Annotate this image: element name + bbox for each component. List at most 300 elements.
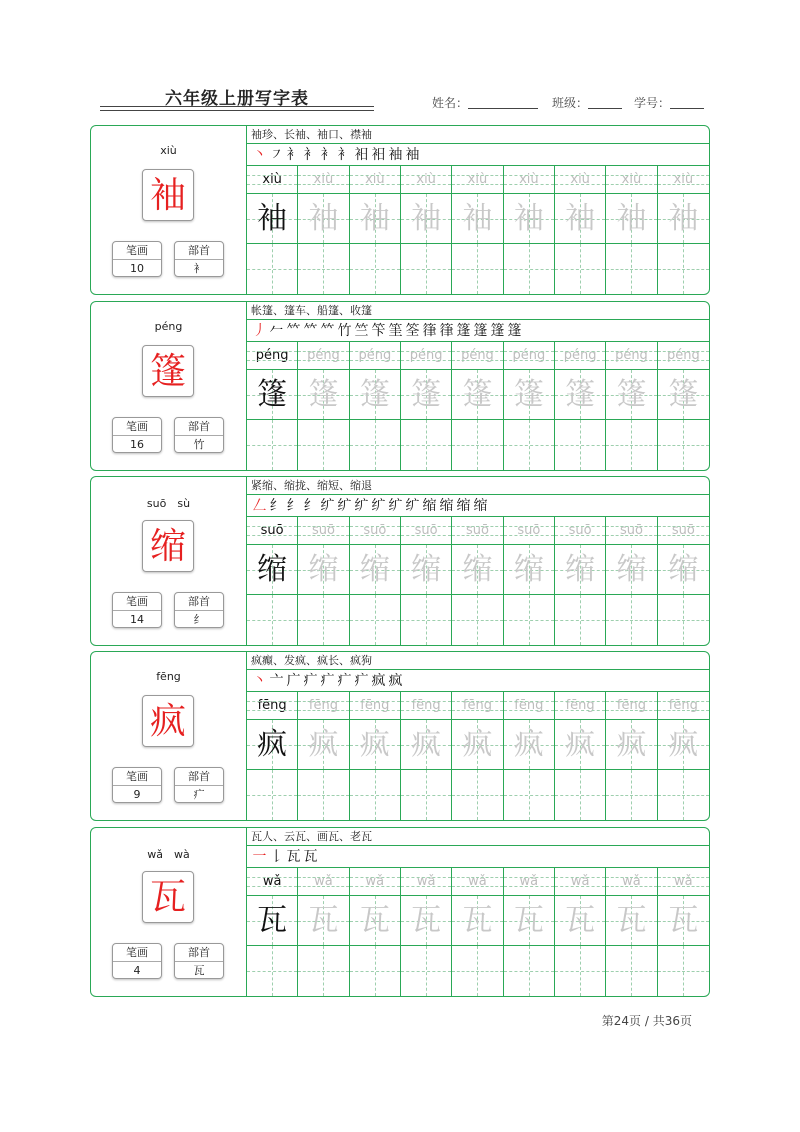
class-label: 班级： <box>552 96 589 110</box>
trace-char-cell[interactable] <box>350 370 400 420</box>
example-words: 疯癫、发疯、疯长、疯狗 <box>247 652 709 670</box>
example-words: 紧缩、缩拢、缩短、缩退 <box>247 477 709 495</box>
pinyin-text: fēng <box>308 698 338 713</box>
pinyin-cell <box>555 868 605 896</box>
practice-cell[interactable] <box>350 692 401 820</box>
blank-write-cell[interactable] <box>350 770 400 820</box>
trace-char: 瓦 <box>411 903 442 938</box>
practice-cell[interactable] <box>247 166 298 294</box>
writing-panel <box>247 477 709 645</box>
stroke-step: 衤 <box>337 147 352 163</box>
practice-cell[interactable] <box>401 868 452 996</box>
trace-char-cell[interactable] <box>658 194 709 244</box>
radical-label: 部首 <box>175 768 223 786</box>
trace-char-cell[interactable] <box>606 194 656 244</box>
writing-panel <box>247 302 709 470</box>
page-header <box>0 0 800 118</box>
practice-cell[interactable] <box>452 517 503 645</box>
practice-cell[interactable] <box>504 342 555 470</box>
trace-char-cell[interactable] <box>452 896 502 946</box>
trace-char: 缩 <box>565 552 596 587</box>
blank-write-cell[interactable] <box>606 770 656 820</box>
student-id-blank[interactable] <box>670 97 704 109</box>
blank-write-cell[interactable] <box>452 770 502 820</box>
trace-char-cell[interactable] <box>555 896 605 946</box>
trace-char-cell[interactable] <box>658 896 709 946</box>
trace-char: 疯 <box>462 727 493 762</box>
pinyin-cell <box>350 868 400 896</box>
blank-write-cell[interactable] <box>606 420 656 470</box>
stroke-step: 缩 <box>456 498 471 514</box>
pinyin-text: wǎ <box>314 874 333 889</box>
trace-char: 篷 <box>308 377 339 412</box>
pinyin-text: suō <box>363 523 387 538</box>
practice-cell[interactable] <box>658 342 709 470</box>
pinyin-cell <box>504 517 554 545</box>
trace-char-cell[interactable] <box>350 720 400 770</box>
blank-write-cell[interactable] <box>298 946 348 996</box>
practice-cell[interactable] <box>555 342 606 470</box>
trace-char-cell[interactable] <box>247 370 297 420</box>
practice-cell[interactable] <box>350 517 401 645</box>
stroke-step: 一 <box>252 849 267 865</box>
pinyin-cell <box>350 342 400 370</box>
trace-char-cell[interactable] <box>401 194 451 244</box>
blank-write-cell[interactable] <box>401 770 451 820</box>
name-label: 姓名： <box>432 96 469 110</box>
pinyin-text: xiù <box>365 172 385 187</box>
practice-cell[interactable] <box>555 166 606 294</box>
trace-char: 缩 <box>462 552 493 587</box>
writing-grid <box>247 517 709 646</box>
trace-char-cell[interactable] <box>247 720 297 770</box>
practice-cell[interactable] <box>504 517 555 645</box>
blank-write-cell[interactable] <box>452 946 502 996</box>
blank-write-cell[interactable] <box>401 244 451 294</box>
trace-char: 袖 <box>462 201 493 236</box>
stroke-step: 𥫗 <box>286 323 301 339</box>
pinyin-text: xiù <box>519 172 539 187</box>
practice-cell[interactable] <box>350 868 401 996</box>
stroke-count-label: 笔画 <box>113 593 161 611</box>
example-words: 瓦人、云瓦、画瓦、老瓦 <box>247 828 709 846</box>
trace-char-cell[interactable] <box>555 720 605 770</box>
stroke-count-label: 笔画 <box>113 418 161 436</box>
trace-char: 瓦 <box>668 903 699 938</box>
blank-write-cell[interactable] <box>247 946 297 996</box>
practice-cell[interactable] <box>298 868 349 996</box>
radical-box <box>174 592 224 628</box>
char-pinyin: xiù <box>160 144 177 157</box>
stroke-count-box <box>112 417 162 453</box>
stroke-step: 缩 <box>473 498 488 514</box>
page-number: 第24页 / 共36页 <box>601 1014 692 1028</box>
trace-char: 袖 <box>411 201 442 236</box>
trace-char-cell[interactable] <box>401 896 451 946</box>
pinyin-text: fēng <box>462 698 492 713</box>
trace-char-cell[interactable] <box>350 194 400 244</box>
stroke-count-label: 笔画 <box>113 242 161 260</box>
trace-char: 疯 <box>565 727 596 762</box>
blank-write-cell[interactable] <box>504 946 554 996</box>
radical-value: 纟 <box>193 613 205 626</box>
practice-cell[interactable] <box>247 692 298 820</box>
practice-cell[interactable] <box>298 342 349 470</box>
stroke-count-value: 16 <box>130 438 144 451</box>
pinyin-text: wǎ <box>519 874 539 889</box>
stroke-step: 纟 <box>303 498 318 514</box>
trace-char: 篷 <box>359 377 390 412</box>
blank-write-cell[interactable] <box>504 244 554 294</box>
stroke-step: 笇 <box>371 323 386 339</box>
stroke-count-box <box>112 241 162 277</box>
practice-cell[interactable] <box>401 517 452 645</box>
stroke-order-row <box>247 846 709 868</box>
radical-value: 疒 <box>193 788 205 801</box>
trace-char-cell[interactable] <box>658 720 709 770</box>
blank-write-cell[interactable] <box>247 420 297 470</box>
blank-write-cell[interactable] <box>658 244 709 294</box>
blank-write-cell[interactable] <box>350 946 400 996</box>
practice-cell[interactable] <box>401 342 452 470</box>
blank-write-cell[interactable] <box>504 595 554 645</box>
trace-char-cell[interactable] <box>555 370 605 420</box>
blank-write-cell[interactable] <box>555 595 605 645</box>
trace-char: 缩 <box>668 552 699 587</box>
practice-cell[interactable] <box>504 868 555 996</box>
stroke-step: 瓦 <box>303 849 318 865</box>
practice-cell[interactable] <box>452 342 503 470</box>
stroke-step: 疒 <box>354 673 369 689</box>
class-blank[interactable] <box>588 97 622 109</box>
page-title: 六年级上册写字表 <box>165 89 309 109</box>
practice-cell[interactable] <box>247 868 298 996</box>
name-field[interactable] <box>432 94 538 111</box>
trace-char-cell[interactable] <box>350 896 400 946</box>
char-info-panel <box>91 477 247 645</box>
pinyin-cell <box>298 692 348 720</box>
stroke-step: 纟 <box>269 498 284 514</box>
model-char: 疯 <box>142 695 194 747</box>
pinyin-cell <box>606 517 656 545</box>
pinyin-cell <box>247 692 297 720</box>
practice-cell[interactable] <box>606 692 657 820</box>
practice-cell[interactable] <box>658 692 709 820</box>
blank-write-cell[interactable] <box>606 595 656 645</box>
trace-char: 袖 <box>359 201 390 236</box>
pinyin-text: xiù <box>262 172 282 187</box>
pinyin-cell <box>452 692 502 720</box>
blank-write-cell[interactable] <box>452 244 502 294</box>
trace-char-cell[interactable] <box>504 720 554 770</box>
practice-cell[interactable] <box>247 342 298 470</box>
pinyin-cell <box>504 868 554 896</box>
pinyin-text: fēng <box>411 698 441 713</box>
pinyin-text: péng <box>409 348 443 363</box>
stroke-step: 衵 <box>371 147 386 163</box>
trace-char-cell[interactable] <box>350 545 400 595</box>
stroke-step: 箻 <box>439 323 454 339</box>
trace-char: 袖 <box>668 201 699 236</box>
pinyin-text: wǎ <box>468 874 487 889</box>
class-field[interactable] <box>552 94 622 111</box>
pinyin-text: fēng <box>360 698 390 713</box>
trace-char-cell[interactable] <box>452 720 502 770</box>
practice-cell[interactable] <box>298 517 349 645</box>
pinyin-text: xiù <box>673 172 694 187</box>
pinyin-text: wǎ <box>570 874 590 889</box>
stroke-order-row <box>247 320 709 342</box>
stroke-step: 纩 <box>354 498 369 514</box>
blank-write-cell[interactable] <box>247 595 297 645</box>
trace-char: 瓦 <box>359 903 390 938</box>
practice-cell[interactable] <box>555 692 606 820</box>
model-char: 缩 <box>142 520 194 572</box>
practice-cell[interactable] <box>504 166 555 294</box>
stroke-step: 瓦 <box>286 849 301 865</box>
stroke-count-box <box>112 592 162 628</box>
blank-write-cell[interactable] <box>658 770 709 820</box>
trace-char-cell[interactable] <box>298 194 348 244</box>
blank-write-cell[interactable] <box>658 420 709 470</box>
practice-cell[interactable] <box>452 166 503 294</box>
blank-write-cell[interactable] <box>555 946 605 996</box>
trace-char-cell[interactable] <box>555 194 605 244</box>
trace-char-cell[interactable] <box>606 720 656 770</box>
trace-char: 缩 <box>513 552 544 587</box>
pinyin-cell <box>555 342 605 370</box>
stroke-count-value: 10 <box>130 262 144 275</box>
stroke-step: 筀 <box>388 323 403 339</box>
pinyin-cell <box>658 692 709 720</box>
trace-char-cell[interactable] <box>452 194 502 244</box>
pinyin-text: fēng <box>616 698 646 713</box>
trace-char-cell[interactable] <box>606 370 656 420</box>
blank-write-cell[interactable] <box>298 595 348 645</box>
stroke-step: 𥫗 <box>320 323 335 339</box>
blank-write-cell[interactable] <box>247 770 297 820</box>
practice-cell[interactable] <box>452 692 503 820</box>
stroke-count-box <box>112 767 162 803</box>
stroke-step: 竹 <box>337 323 352 339</box>
trace-char-cell[interactable] <box>247 545 297 595</box>
practice-cell[interactable] <box>452 868 503 996</box>
pinyin-text: péng <box>358 348 392 363</box>
pinyin-text: suō <box>517 523 541 538</box>
trace-char-cell[interactable] <box>504 545 554 595</box>
pinyin-text: suō <box>414 523 438 538</box>
char-pinyin: wǎ wà <box>147 848 190 861</box>
title-underline-double <box>100 110 374 111</box>
pinyin-text: péng <box>615 348 648 363</box>
stroke-step: 篷 <box>456 323 471 339</box>
practice-cell[interactable] <box>606 868 657 996</box>
trace-char: 瓦 <box>257 903 288 938</box>
trace-char: 瓦 <box>513 903 544 938</box>
pinyin-text: péng <box>461 348 494 363</box>
model-char: 袖 <box>142 169 194 221</box>
stroke-count-value: 14 <box>130 613 144 626</box>
pinyin-cell <box>658 166 709 194</box>
trace-char: 瓦 <box>308 903 339 938</box>
trace-char-cell[interactable] <box>452 545 502 595</box>
trace-char: 篷 <box>462 377 493 412</box>
trace-char: 篷 <box>411 377 442 412</box>
pinyin-text: xiù <box>570 172 590 187</box>
writing-grid <box>247 342 709 471</box>
blank-write-cell[interactable] <box>452 595 502 645</box>
stroke-step: 𠃋 <box>252 498 267 514</box>
trace-char-cell[interactable] <box>606 545 656 595</box>
blank-write-cell[interactable] <box>658 595 709 645</box>
practice-cell[interactable] <box>401 166 452 294</box>
practice-cell[interactable] <box>298 692 349 820</box>
pinyin-cell <box>555 166 605 194</box>
trace-char-cell[interactable] <box>401 720 451 770</box>
pinyin-cell <box>658 517 709 545</box>
trace-char-cell[interactable] <box>452 370 502 420</box>
trace-char-cell[interactable] <box>606 896 656 946</box>
writing-grid <box>247 692 709 821</box>
practice-cell[interactable] <box>504 692 555 820</box>
trace-char: 篷 <box>257 377 288 412</box>
pinyin-cell <box>606 692 656 720</box>
blank-write-cell[interactable] <box>452 420 502 470</box>
blank-write-cell[interactable] <box>298 770 348 820</box>
blank-write-cell[interactable] <box>504 420 554 470</box>
trace-char: 瓦 <box>616 903 647 938</box>
blank-write-cell[interactable] <box>350 595 400 645</box>
practice-cell[interactable] <box>247 517 298 645</box>
trace-char-cell[interactable] <box>504 370 554 420</box>
stroke-step: 𠄌 <box>269 849 284 865</box>
trace-char-cell[interactable] <box>247 194 297 244</box>
blank-write-cell[interactable] <box>298 420 348 470</box>
pinyin-cell <box>504 166 554 194</box>
stroke-step: 纟 <box>286 498 301 514</box>
trace-char-cell[interactable] <box>401 545 451 595</box>
trace-char-cell[interactable] <box>401 370 451 420</box>
blank-write-cell[interactable] <box>606 946 656 996</box>
practice-cell[interactable] <box>298 166 349 294</box>
pinyin-cell <box>247 166 297 194</box>
trace-char-cell[interactable] <box>555 545 605 595</box>
practice-cell[interactable] <box>350 166 401 294</box>
stroke-step: 篷 <box>490 323 505 339</box>
trace-char-cell[interactable] <box>504 896 554 946</box>
blank-write-cell[interactable] <box>401 946 451 996</box>
practice-cell[interactable] <box>658 868 709 996</box>
trace-char-cell[interactable] <box>658 370 709 420</box>
pinyin-text: xiù <box>467 172 488 187</box>
blank-write-cell[interactable] <box>350 244 400 294</box>
stroke-step: 纩 <box>371 498 386 514</box>
pinyin-text: fēng <box>514 698 544 713</box>
trace-char-cell[interactable] <box>504 194 554 244</box>
pinyin-text: suō <box>260 523 284 538</box>
stroke-step: 疒 <box>303 673 318 689</box>
char-info-panel <box>91 302 247 470</box>
blank-write-cell[interactable] <box>658 946 709 996</box>
trace-char: 篷 <box>565 377 596 412</box>
practice-cell[interactable] <box>401 692 452 820</box>
blank-write-cell[interactable] <box>555 244 605 294</box>
pinyin-text: wǎ <box>262 874 282 889</box>
trace-char-cell[interactable] <box>247 896 297 946</box>
pinyin-text: suō <box>671 523 695 538</box>
stroke-step: ㇇ <box>269 147 284 163</box>
practice-cell[interactable] <box>606 342 657 470</box>
practice-cell[interactable] <box>606 166 657 294</box>
stroke-step: 疯 <box>371 673 386 689</box>
trace-char: 疯 <box>513 727 544 762</box>
trace-char: 袖 <box>257 201 288 236</box>
stroke-count-label: 笔画 <box>113 768 161 786</box>
pinyin-cell <box>452 517 502 545</box>
trace-char: 缩 <box>257 552 288 587</box>
student-id-field[interactable] <box>634 94 704 111</box>
pinyin-cell <box>658 342 709 370</box>
blank-write-cell[interactable] <box>350 420 400 470</box>
pinyin-text: xiù <box>313 172 334 187</box>
pinyin-text: suō <box>311 523 335 538</box>
pinyin-cell <box>350 692 400 720</box>
stroke-count-value: 9 <box>133 788 141 801</box>
practice-cell[interactable] <box>658 517 709 645</box>
model-char: 篷 <box>142 345 194 397</box>
pinyin-cell <box>298 166 348 194</box>
trace-char: 疯 <box>411 727 442 762</box>
practice-cell[interactable] <box>350 342 401 470</box>
trace-char-cell[interactable] <box>298 545 348 595</box>
pinyin-cell <box>247 342 297 370</box>
trace-char-cell[interactable] <box>298 370 348 420</box>
radical-value: 衤 <box>193 262 205 275</box>
pinyin-cell <box>401 166 451 194</box>
trace-char-cell[interactable] <box>298 896 348 946</box>
pinyin-text: fēng <box>668 698 698 713</box>
blank-write-cell[interactable] <box>401 420 451 470</box>
name-blank[interactable] <box>468 97 538 109</box>
trace-char-cell[interactable] <box>298 720 348 770</box>
pinyin-text: péng <box>666 348 700 363</box>
pinyin-text: péng <box>563 348 597 363</box>
practice-cell[interactable] <box>555 517 606 645</box>
blank-write-cell[interactable] <box>401 595 451 645</box>
blank-write-cell[interactable] <box>247 244 297 294</box>
trace-char: 袖 <box>513 201 544 236</box>
stroke-step: 疒 <box>337 673 352 689</box>
pinyin-cell <box>298 868 348 896</box>
trace-char-cell[interactable] <box>658 545 709 595</box>
char-card <box>90 651 710 821</box>
blank-write-cell[interactable] <box>555 770 605 820</box>
blank-write-cell[interactable] <box>555 420 605 470</box>
blank-write-cell[interactable] <box>298 244 348 294</box>
radical-value: 竹 <box>193 438 205 451</box>
stroke-step: 衤 <box>320 147 335 163</box>
char-pinyin: péng <box>154 320 183 333</box>
stroke-step: 衤 <box>303 147 318 163</box>
practice-cell[interactable] <box>606 517 657 645</box>
pinyin-text: péng <box>307 348 340 363</box>
pinyin-cell <box>401 342 451 370</box>
trace-char: 袖 <box>616 201 647 236</box>
blank-write-cell[interactable] <box>504 770 554 820</box>
practice-cell[interactable] <box>658 166 709 294</box>
practice-cell[interactable] <box>555 868 606 996</box>
blank-write-cell[interactable] <box>606 244 656 294</box>
